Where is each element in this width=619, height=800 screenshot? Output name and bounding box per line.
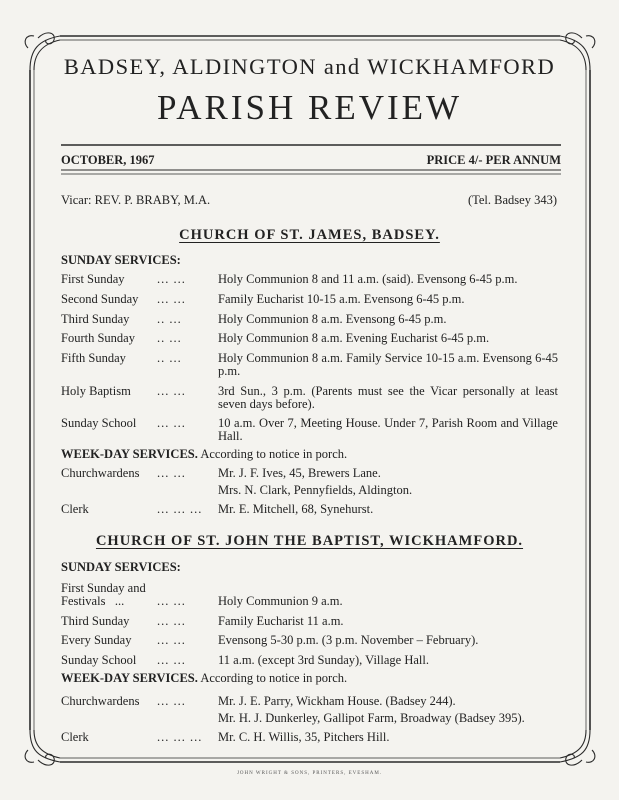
- corner-ornament-bottom-right: [560, 730, 595, 765]
- weekday-services-text: According to notice in porch.: [200, 447, 348, 461]
- sunday-services-heading: SUNDAY SERVICES:: [61, 253, 181, 267]
- vicar-telephone: (Tel. Badsey 343): [467, 193, 557, 207]
- weekday-services: [61, 447, 347, 462]
- vicar-name: Vicar: REV. P. BRABY, M.A.: [61, 193, 211, 207]
- masthead-title: PARISH REVIEW: [156, 88, 463, 127]
- church-heading-badsey: CHURCH OF ST. JAMES, BADSEY.: [179, 227, 440, 243]
- masthead-parishes: BADSEY, ALDINGTON and WICKHAMFORD: [63, 54, 556, 79]
- printer-imprint: JOHN WRIGHT & SONS, PRINTERS, EVESHAM.: [236, 771, 383, 776]
- issue-date: OCTOBER, 1967: [61, 153, 155, 167]
- subscription-price: PRICE 4/- PER ANNUM: [426, 153, 561, 167]
- corner-ornament-bottom-left: [25, 730, 60, 765]
- sunday-services-heading: SUNDAY SERVICES:: [61, 560, 181, 574]
- weekday-services-heading: WEEK-DAY SERVICES.: [61, 447, 198, 461]
- weekday-services-text: According to notice in porch.: [200, 671, 348, 685]
- weekday-services-heading: WEEK-DAY SERVICES.: [61, 671, 198, 685]
- church-heading-wickhamford: CHURCH OF ST. JOHN THE BAPTIST, WICKHAMFORD.: [95, 533, 524, 549]
- service-label: First Sunday and: [61, 581, 146, 595]
- weekday-services: [61, 671, 347, 686]
